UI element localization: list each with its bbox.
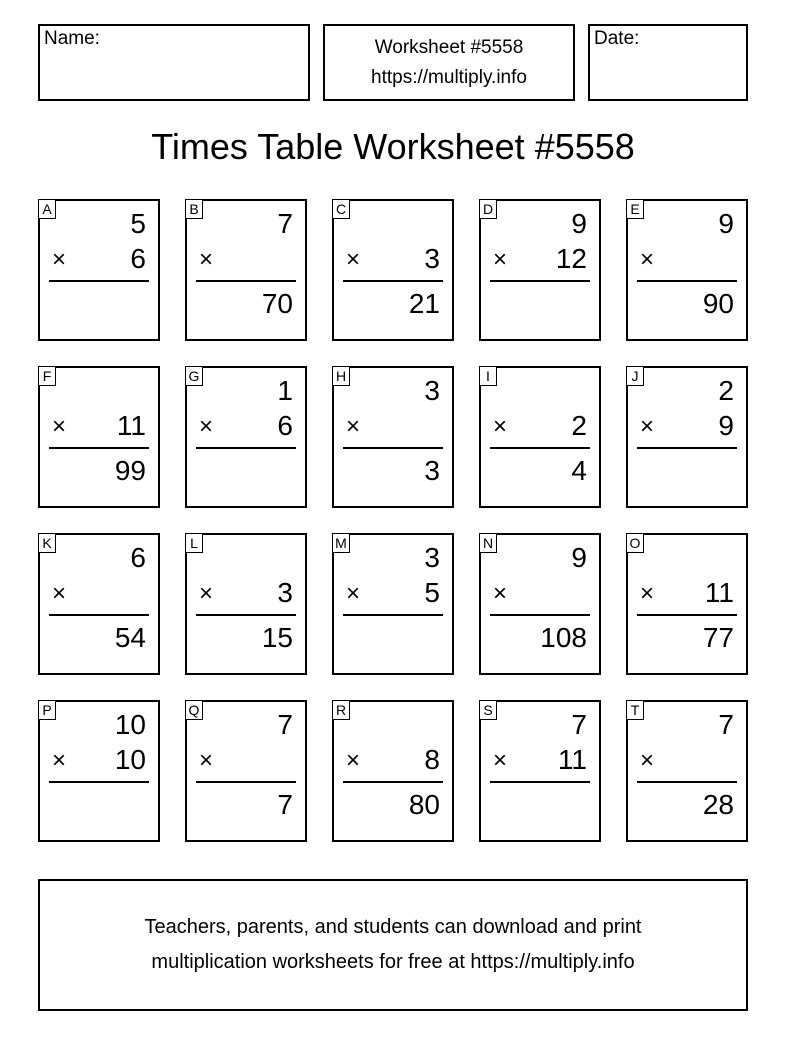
answer[interactable]: 21 [408, 288, 440, 319]
times-sign: × [640, 580, 655, 607]
date-field[interactable] [588, 24, 748, 101]
times-sign: × [346, 747, 361, 774]
times-sign: × [199, 413, 214, 440]
problem-letter: S [479, 700, 497, 720]
bottom-factor: 9 [718, 410, 734, 441]
answer-rule [196, 781, 296, 783]
problem-letter: N [479, 533, 497, 553]
times-sign: × [640, 246, 655, 273]
answer[interactable]: 28 [702, 789, 734, 820]
problem-letter: G [185, 366, 203, 386]
problem-letter: D [479, 199, 497, 219]
answer-rule [637, 280, 737, 282]
answer-rule [49, 781, 149, 783]
problem-card-l [185, 533, 307, 675]
top-factor: 7 [277, 208, 293, 239]
top-factor: 2 [718, 375, 734, 406]
name-field[interactable] [38, 24, 310, 101]
top-factor: 9 [718, 208, 734, 239]
answer-rule [637, 447, 737, 449]
answer-rule [490, 280, 590, 282]
worksheet-info-box [323, 24, 575, 101]
problem-letter: B [185, 199, 203, 219]
problem-card-k [38, 533, 160, 675]
page-title: Times Table Worksheet #5558 [151, 126, 635, 167]
answer[interactable]: 80 [408, 789, 440, 820]
problem-letter: J [626, 366, 644, 386]
times-sign: × [640, 747, 655, 774]
bottom-factor: 5 [424, 577, 440, 608]
problem-card-i [479, 366, 601, 508]
times-sign: × [493, 747, 508, 774]
answer[interactable]: 4 [571, 455, 587, 486]
bottom-factor: 11 [557, 744, 587, 775]
top-factor: 1 [277, 375, 293, 406]
times-sign: × [199, 747, 214, 774]
answer-rule [343, 614, 443, 616]
answer[interactable]: 7 [277, 789, 293, 820]
bottom-factor: 3 [424, 243, 440, 274]
problem-letter: Q [185, 700, 203, 720]
answer-rule [490, 614, 590, 616]
times-sign: × [199, 580, 214, 607]
bottom-factor: 11 [116, 410, 146, 441]
problem-letter: I [479, 366, 497, 386]
top-factor: 7 [571, 709, 587, 740]
bottom-factor: 6 [130, 243, 146, 274]
bottom-factor: 2 [571, 410, 587, 441]
times-sign: × [493, 413, 508, 440]
problem-card-t [626, 700, 748, 842]
answer-rule [490, 781, 590, 783]
name-label: Name: [44, 28, 100, 49]
footer-note [38, 879, 748, 1011]
answer-rule [196, 280, 296, 282]
answer[interactable]: 99 [114, 455, 146, 486]
bottom-factor: 10 [114, 744, 146, 775]
problem-card-e [626, 199, 748, 341]
top-factor: 5 [130, 208, 146, 239]
answer-rule [343, 280, 443, 282]
problem-letter: E [626, 199, 644, 219]
problem-letter: P [38, 700, 56, 720]
times-sign: × [52, 580, 67, 607]
times-sign: × [346, 246, 361, 273]
problem-card-f [38, 366, 160, 508]
bottom-factor: 11 [704, 577, 734, 608]
answer-rule [49, 280, 149, 282]
answer[interactable]: 54 [114, 622, 146, 653]
answer[interactable]: 77 [702, 622, 734, 653]
times-sign: × [640, 413, 655, 440]
top-factor: 3 [424, 375, 440, 406]
problem-card-p [38, 700, 160, 842]
problem-card-c [332, 199, 454, 341]
top-factor: 3 [424, 542, 440, 573]
bottom-factor: 3 [277, 577, 293, 608]
top-factor: 7 [277, 709, 293, 740]
top-factor: 9 [571, 542, 587, 573]
top-factor: 7 [718, 709, 734, 740]
answer-rule [343, 781, 443, 783]
footer-line-1: Teachers, parents, and students can download and print [144, 916, 642, 938]
answer-rule [343, 447, 443, 449]
bottom-factor: 8 [424, 744, 440, 775]
problem-letter: K [38, 533, 56, 553]
problem-card-o [626, 533, 748, 675]
problem-letter: C [332, 199, 350, 219]
answer[interactable]: 90 [702, 288, 734, 319]
answer-rule [196, 447, 296, 449]
problem-card-q [185, 700, 307, 842]
times-sign: × [52, 413, 67, 440]
problem-card-b [185, 199, 307, 341]
problem-card-s [479, 700, 601, 842]
top-factor: 10 [114, 709, 146, 740]
problem-card-j [626, 366, 748, 508]
times-sign: × [346, 413, 361, 440]
problem-letter: H [332, 366, 350, 386]
problem-letter: L [185, 533, 203, 553]
times-sign: × [346, 580, 361, 607]
problem-letter: O [626, 533, 644, 553]
answer-rule [637, 781, 737, 783]
problem-letter: F [38, 366, 56, 386]
problem-card-h [332, 366, 454, 508]
site-url: https://multiply.info [371, 66, 527, 88]
problem-letter: R [332, 700, 350, 720]
answer-rule [490, 447, 590, 449]
times-sign: × [52, 747, 67, 774]
problem-card-m [332, 533, 454, 675]
top-factor: 6 [130, 542, 146, 573]
times-sign: × [493, 246, 508, 273]
problem-card-d [479, 199, 601, 341]
problem-card-n [479, 533, 601, 675]
answer-rule [196, 614, 296, 616]
answer[interactable]: 15 [261, 622, 293, 653]
answer-rule [637, 614, 737, 616]
bottom-factor: 12 [555, 243, 587, 274]
answer-rule [49, 447, 149, 449]
problem-letter: M [332, 533, 350, 553]
answer[interactable]: 108 [540, 622, 587, 653]
problem-card-r [332, 700, 454, 842]
date-label: Date: [594, 28, 640, 49]
problem-letter: A [38, 199, 56, 219]
answer[interactable]: 3 [424, 455, 440, 486]
times-sign: × [493, 580, 508, 607]
footer-line-2: multiplication worksheets for free at https://multiply.info [151, 951, 635, 973]
top-factor: 9 [571, 208, 587, 239]
problem-card-g [185, 366, 307, 508]
answer[interactable]: 70 [261, 288, 293, 319]
problem-letter: T [626, 700, 644, 720]
times-sign: × [52, 246, 67, 273]
times-sign: × [199, 246, 214, 273]
bottom-factor: 6 [277, 410, 293, 441]
problem-card-a [38, 199, 160, 341]
answer-rule [49, 614, 149, 616]
worksheet-id: Worksheet #5558 [374, 36, 524, 58]
